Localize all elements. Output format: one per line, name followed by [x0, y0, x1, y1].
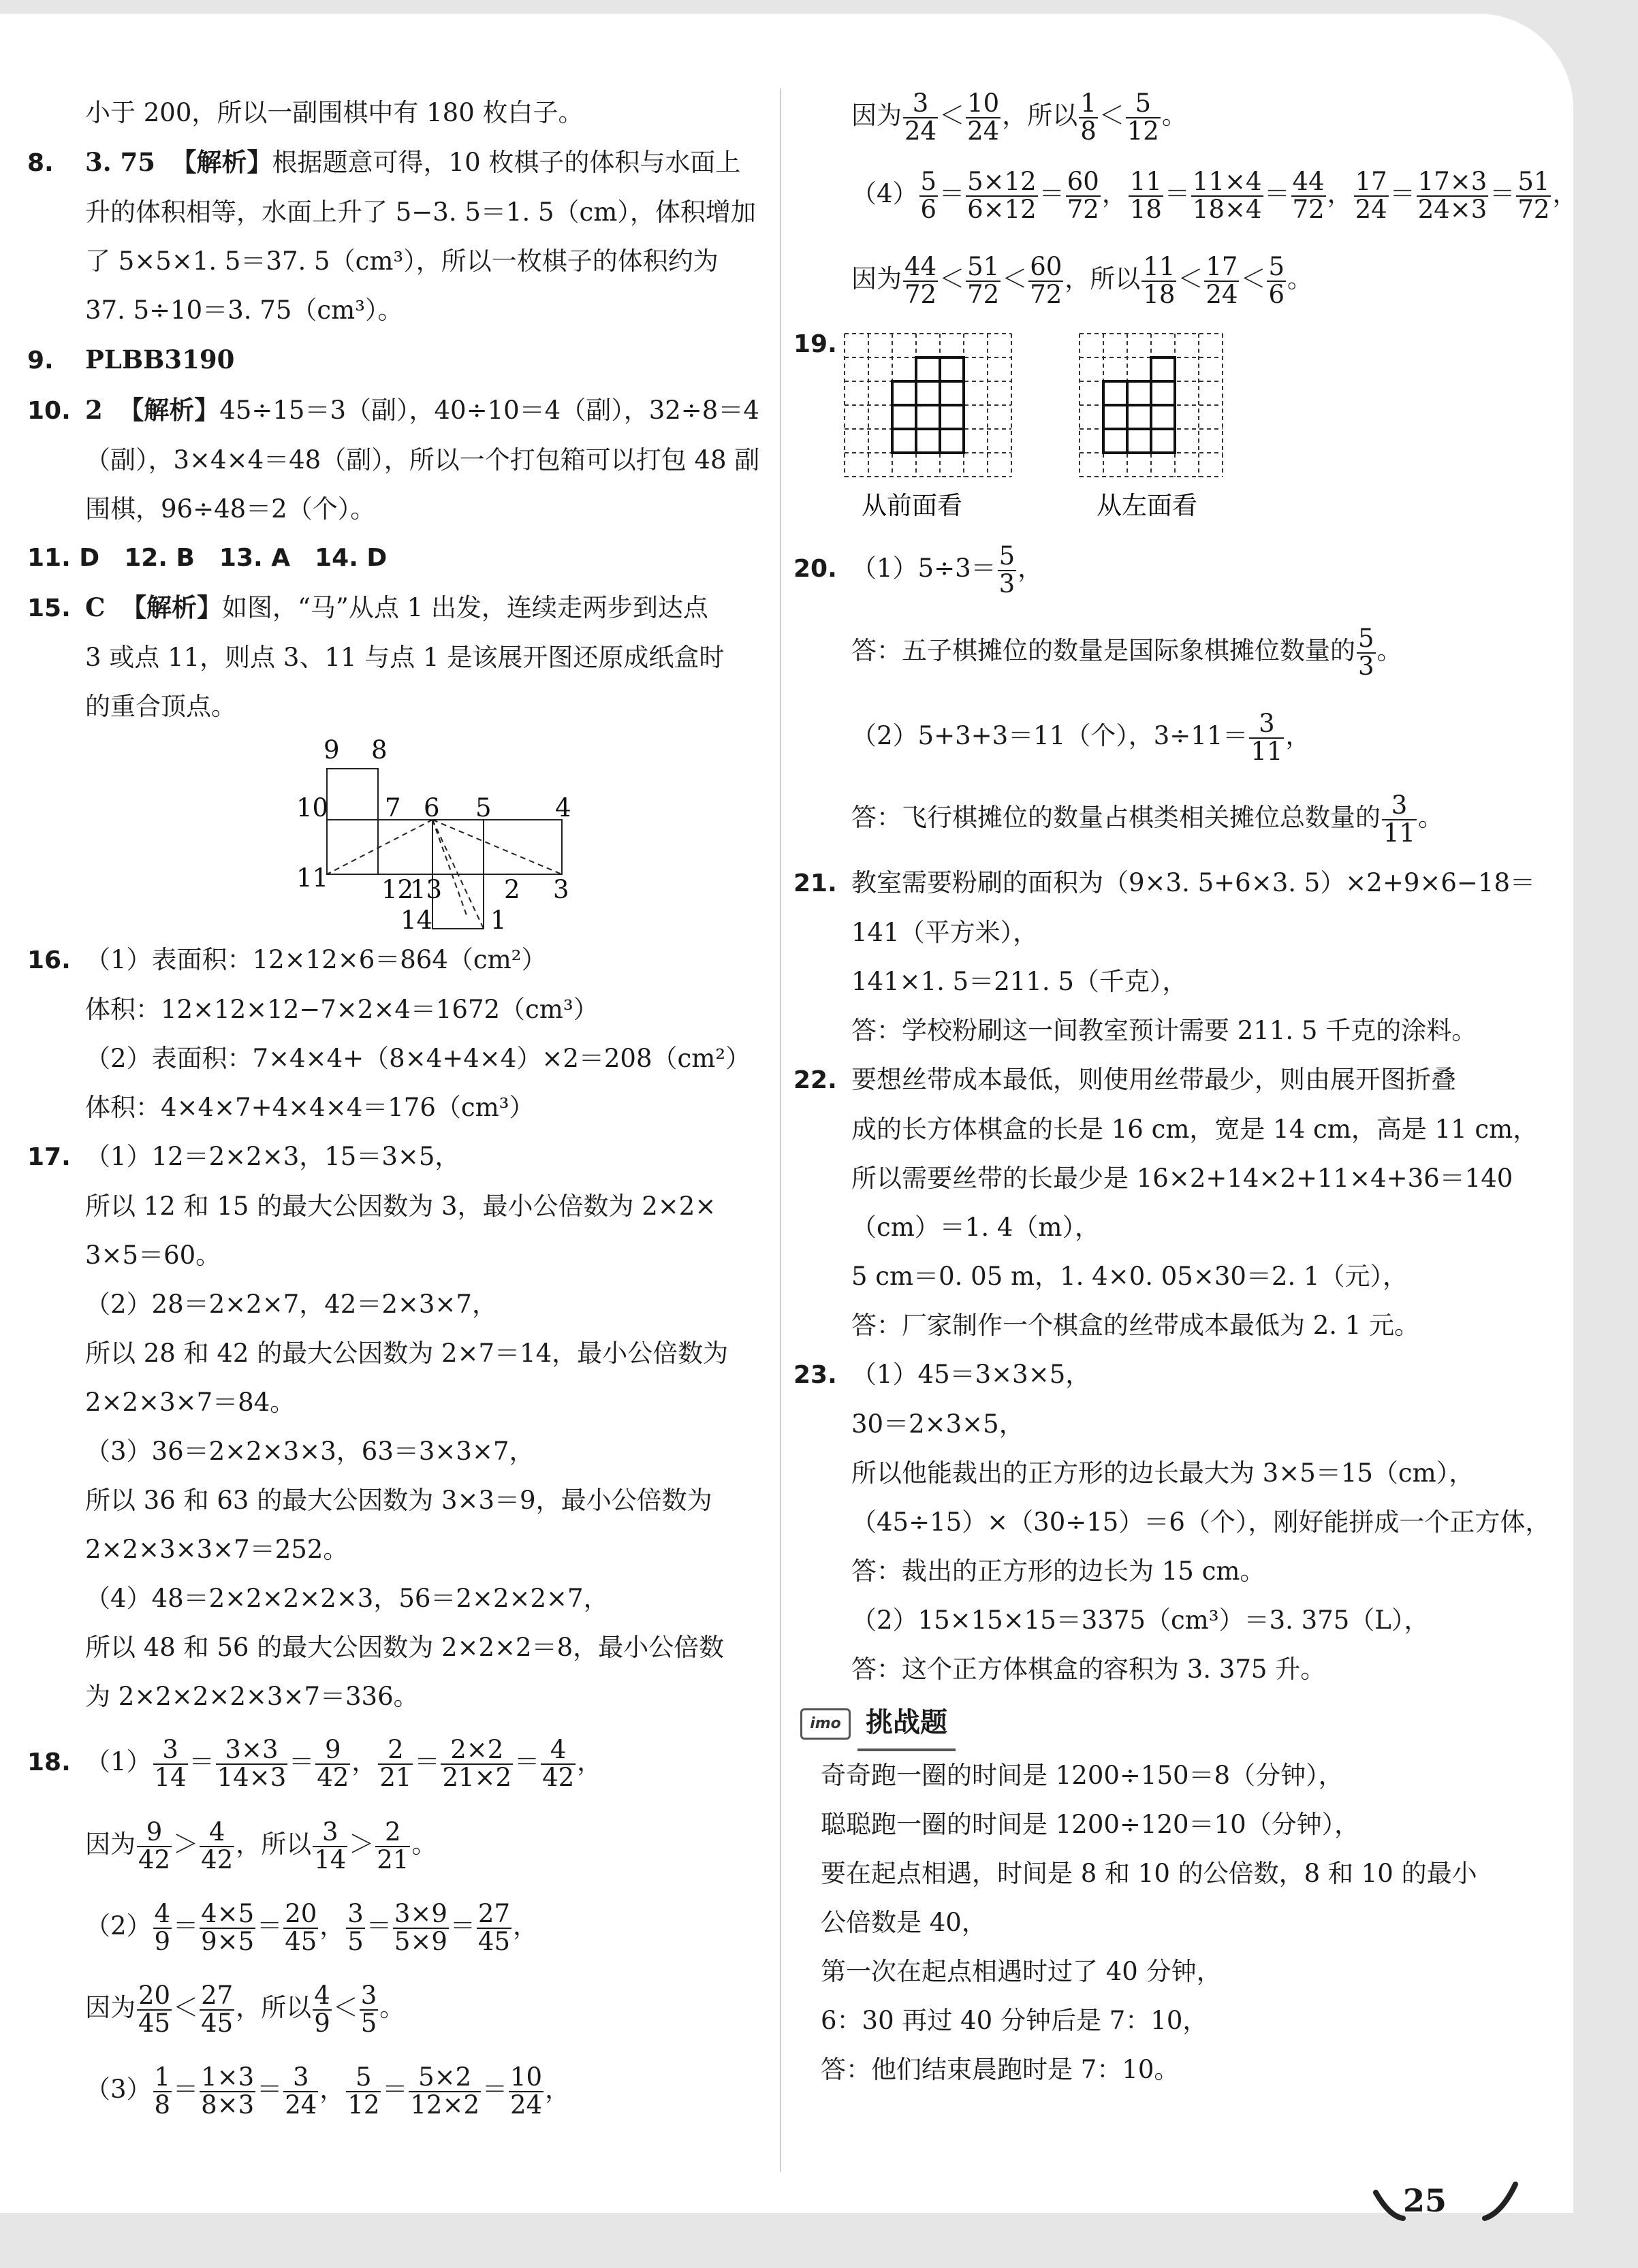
text: 所以: [261, 1993, 312, 2022]
question-number: 20.: [793, 555, 837, 583]
question-17: [27, 1132, 763, 1182]
text-line: 围棋，96÷48＝2（个）。: [85, 494, 376, 524]
fraction: $\frac{2}{21}$: [377, 1817, 409, 1874]
text-line: （2）28＝2×2×7，42＝2×3×7，: [85, 1290, 497, 1319]
text-line: 升的体积相等，水面上升了 5−3. 5＝1. 5（cm），体积增加: [85, 197, 756, 227]
fraction: $\frac{17}{24}$: [1206, 251, 1238, 309]
text-line: 141×1. 5＝211. 5（千克），: [851, 967, 1188, 996]
fraction: $\frac{5}{6}$: [920, 166, 937, 224]
question-18-line-2: 因为 $\frac{9}{42}$ ＞ $\frac{4}{42}$ ，所以 $\frac{3}{14}$ ＞ $\frac{2}{21}$ 。: [85, 1817, 437, 1874]
fraction: $\frac{3}{24}$: [904, 88, 937, 146]
vertex-label: 5: [475, 793, 492, 822]
fraction: $\frac{3}{11}$: [1383, 790, 1416, 848]
fraction: $\frac{3}{14}$: [314, 1817, 347, 1874]
part-label: （2）: [85, 1911, 152, 1940]
text-line: （cm）＝1. 4（m），: [851, 1213, 1100, 1242]
left-view-caption: 从左面看: [1097, 491, 1197, 520]
challenge-title: 挑战题: [857, 1697, 956, 1751]
fraction: $\frac{2}{21}$: [379, 1734, 412, 1792]
fraction: $\frac{11}{18}$: [1143, 251, 1176, 309]
fraction: $\frac{1}{8}$: [154, 2062, 171, 2120]
fraction: $\frac{5}{3}$: [998, 541, 1015, 598]
text-line: 所以 12 和 15 的最大公因数为 3，最小公倍数为 2×2×: [85, 1192, 716, 1221]
text-line: 小于 200，所以一副围棋中有 180 枚白子。: [85, 98, 584, 127]
column-divider: [780, 89, 781, 2172]
left-view-shape: [1103, 357, 1175, 453]
challenge-header: [793, 1694, 1529, 1751]
challenge-badge: [800, 1697, 956, 1751]
question-number: 17.: [27, 1143, 71, 1171]
vertex-label: 4: [555, 793, 571, 822]
analysis-tag: 【解析】: [119, 395, 220, 425]
analysis-tag: 【解析】: [171, 147, 272, 177]
analysis-tag: 【解析】: [121, 592, 222, 622]
vertex-label: 2: [504, 875, 520, 904]
fraction: $\frac{20}{45}$: [285, 1898, 317, 1956]
fraction: $\frac{10}{24}$: [510, 2062, 543, 2120]
text-line: （2）表面积：7×4×4+（8×4+4×4）×2＝208（cm²）: [85, 1044, 751, 1073]
question-18-line-5: （3） $\frac{1}{8}$ ＝ $\frac{1\times 3}{8\times 3}$ ＝ $\frac{3}{24}$ ， $\frac{5}{12}$ ＝ $\frac{5\times 2}{12\times 2}$ ＝ $\frac{10}{24}$ ，: [85, 2062, 571, 2120]
fraction: $\frac{44}{72}$: [1292, 166, 1325, 224]
question-18-line-3: （2） $\frac{4}{9}$ ＝ $\frac{4\times 5}{9\times 5}$ ＝ $\frac{20}{45}$ ， $\frac{3}{5}$ ＝ $\frac{3\times 9}{5\times 9}$ ＝ $\frac{27}{45}$ ，: [85, 1898, 539, 1956]
text-line: 因为 $\frac{3}{24}$ ＜ $\frac{10}{24}$ ，所以 $\frac{1}{8}$ ＜ $\frac{5}{12}$ 。: [851, 88, 1187, 146]
question-8: [27, 138, 763, 188]
answer: C: [85, 592, 106, 622]
text-line: （1）表面积：12×12×6＝864（cm²）: [85, 945, 547, 974]
fraction: $\frac{4}{9}$: [154, 1898, 171, 1956]
questions-11-14: 11. D 12. B 13. A 14. D: [27, 544, 388, 572]
fraction: $\frac{5}{12}$: [347, 2062, 380, 2120]
vertex-label: 6: [424, 793, 440, 822]
text: 因为: [85, 1830, 136, 1859]
question-number: 16.: [27, 946, 71, 974]
question-number: 15.: [27, 594, 71, 622]
fraction: $\frac{17}{24}$: [1355, 166, 1387, 224]
text-line: 所以需要丝带的长最少是 16×2+14×2+11×4+36＝140: [851, 1164, 1513, 1193]
text-line: 根据题意可得，10 枚棋子的体积与水面上: [272, 148, 741, 177]
text-line: 的重合顶点。: [85, 692, 236, 721]
text-line: 体积：4×4×7+4×4×4＝176（cm³）: [85, 1093, 535, 1122]
fraction: $\frac{3}{5}$: [360, 1980, 377, 2038]
fraction: $\frac{60}{72}$: [1067, 166, 1099, 224]
question-number: 19.: [793, 330, 837, 358]
text-line: 2×2×3×3×7＝252。: [85, 1535, 349, 1564]
fraction: $\frac{51}{72}$: [1517, 166, 1550, 224]
fraction: $\frac{9}{42}$: [138, 1817, 171, 1874]
answer: 3. 75: [85, 147, 155, 177]
vertex-label: 8: [371, 735, 388, 765]
vertex-label: 14: [400, 906, 433, 935]
text-line: 奇奇跑一圈的时间是 1200÷150＝8（分钟），: [821, 1761, 1344, 1790]
text: 因为: [85, 1993, 136, 2022]
vertex-label: 13: [410, 875, 443, 904]
fraction: $\frac{60}{72}$: [1030, 251, 1062, 309]
fraction: $\frac{5}{3}$: [1358, 623, 1374, 681]
text-line: 了 5×5×1. 5＝37. 5（cm³），所以一枚棋子的体积约为: [85, 246, 719, 276]
vertex-label: 10: [296, 793, 329, 822]
fraction: $\frac{4}{9}$: [314, 1980, 330, 2038]
answer: PLBB3190: [85, 345, 235, 374]
imo-icon: imo: [800, 1708, 851, 1740]
question-20-line-4: 答：飞行棋摊位的数量占棋类相关摊位总数量的 $\frac{3}{11}$ 。: [851, 790, 1444, 848]
fraction: $\frac{2\times 2}{21\times 2}$: [442, 1734, 512, 1792]
question-18-line-1: 18. （1） $\frac{3}{14}$ ＝ $\frac{3\times 3}{14\times 3}$ ＝ $\frac{9}{42}$ ， $\frac{2}{21}$ ＝ $\frac{2\times 2}{21\times 2}$ ＝ $\frac{4}{42}$ ，: [27, 1721, 763, 1804]
fraction: $\frac{5}{6}$: [1268, 251, 1285, 309]
vertex-label: 12: [381, 875, 414, 904]
text: 答：五子棋摊位的数量是国际象棋摊位数量的: [851, 636, 1355, 665]
fraction: $\frac{3}{14}$: [154, 1734, 187, 1792]
text: 教室需要粉刷的面积为（9×3. 5+6×3. 5）×2+9×6−18＝: [851, 868, 1536, 897]
text-line: 答：这个正方体棋盒的容积为 3. 375 升。: [851, 1655, 1326, 1684]
fraction: $\frac{4}{42}$: [542, 1734, 575, 1792]
text-line: （副），3×4×4＝48（副），所以一个打包箱可以打包 48 副: [85, 445, 760, 475]
question-number: 18.: [27, 1748, 71, 1776]
net-labels: [296, 735, 571, 935]
fraction: $\frac{3\times 3}{14\times 3}$: [217, 1734, 287, 1792]
text-line: 答：学校粉刷这一间教室预计需要 211. 5 千克的涂料。: [851, 1016, 1477, 1045]
text-line: （1）12＝2×2×3，15＝3×5，: [85, 1142, 460, 1171]
question-number: 22.: [793, 1066, 837, 1094]
fraction: $\frac{1}{8}$: [1080, 88, 1097, 146]
text-line: 2×2×3×7＝84。: [85, 1388, 296, 1417]
text: （2）5+3+3＝11（个），3÷11＝: [851, 721, 1248, 750]
text-line: 答：厂家制作一个棋盒的丝带成本最低为 2. 1 元。: [851, 1311, 1420, 1340]
question-20-line-3: （2）5+3+3＝11（个），3÷11＝ $\frac{3}{11}$ ，: [851, 708, 1311, 766]
fraction: $\frac{4\times 5}{9\times 5}$: [201, 1898, 255, 1956]
text-line: 所以 36 和 63 的最大公因数为 3×3＝9，最小公倍数为: [85, 1486, 712, 1515]
fraction: $\frac{11\times 4}{18\times 4}$: [1192, 166, 1262, 224]
text-line: 5 cm＝0. 05 m，1. 4×0. 05×30＝2. 1（元），: [851, 1262, 1408, 1291]
view-grids-svg: [793, 320, 1529, 531]
text-line: 要在起点相遇，时间是 8 和 10 的公倍数，8 和 10 的最小: [821, 1859, 1477, 1888]
text-line: （3）36＝2×2×3×3，63＝3×3×7，: [85, 1437, 535, 1466]
question-number: 23.: [793, 1361, 837, 1389]
text-line: 为 2×2×2×2×3×7＝336。: [85, 1682, 419, 1711]
text-line: 答：他们结束晨跑时是 7：10。: [821, 2055, 1180, 2084]
text-line: 答：裁出的正方形的边长为 15 cm。: [851, 1556, 1265, 1586]
question-20-line-1: 20. （1）5÷3＝ $\frac{5}{3}$ ，: [793, 531, 1529, 607]
fraction: $\frac{1\times 3}{8\times 3}$: [201, 2062, 255, 2120]
question-number: 10.: [27, 397, 71, 425]
vertex-label: 7: [385, 793, 401, 822]
text-line: （45÷15）×（30÷15）＝6（个），刚好能拼成一个正方体，: [851, 1507, 1551, 1537]
fraction: $\frac{9}{42}$: [317, 1734, 349, 1792]
text-line: 所以 48 和 56 的最大公因数为 2×2×2＝8，最小公倍数: [85, 1633, 725, 1662]
vertex-label: 9: [324, 735, 340, 765]
fraction: $\frac{51}{72}$: [967, 251, 1000, 309]
fraction: $\frac{5\times 12}{6\times 12}$: [967, 166, 1037, 224]
fraction: $\frac{3\times 9}{5\times 9}$: [394, 1898, 447, 1956]
question-20-line-2: 答：五子棋摊位的数量是国际象棋摊位数量的 $\frac{5}{3}$ 。: [851, 623, 1402, 681]
fraction: $\frac{27}{45}$: [477, 1898, 511, 1956]
left-column: [27, 89, 763, 2130]
question-9: [27, 335, 763, 385]
text-line: 聪聪跑一圈的时间是 1200÷120＝10（分钟），: [821, 1810, 1360, 1839]
vertex-label: 1: [490, 906, 507, 935]
fraction: $\frac{3}{24}$: [285, 2062, 317, 2120]
text-line: 6：30 再过 40 分钟后是 7：10，: [821, 2006, 1208, 2035]
text-line: 37. 5÷10＝3. 75（cm³）。: [85, 296, 403, 325]
text: 答：飞行棋摊位的数量占棋类相关摊位总数量的: [851, 803, 1381, 832]
fraction: $\frac{5\times 2}{12\times 2}$: [410, 2062, 479, 2120]
box-net-figure: [27, 731, 763, 936]
fraction: $\frac{20}{45}$: [138, 1980, 171, 2038]
box-net-svg: [27, 731, 763, 936]
question-18-line-4: 因为 $\frac{20}{45}$ ＜ $\frac{27}{45}$ ，所以 $\frac{4}{9}$ ＜ $\frac{3}{5}$ 。: [85, 1980, 405, 2038]
text-line: 所以 28 和 42 的最大公因数为 2×7＝14，最小公倍数为: [85, 1339, 729, 1368]
question-10: [27, 385, 763, 436]
fraction: $\frac{10}{24}$: [967, 88, 1000, 146]
question-21: [793, 859, 1536, 908]
text-line: 141（平方米），: [851, 918, 1039, 947]
text: 所以: [261, 1830, 312, 1859]
fraction: $\frac{4}{42}$: [201, 1817, 234, 1874]
text: （1）5÷3＝: [851, 554, 996, 583]
question-15: [27, 583, 763, 633]
right-column: [793, 82, 1578, 2094]
net-face: [327, 769, 378, 820]
text-line: 3 或点 11，则点 3、11 与点 1 是该展开图还原成纸盒时: [85, 643, 725, 672]
text-line: 体积：12×12×12−7×2×4＝1672（cm³）: [85, 995, 599, 1024]
text-line: 公倍数是 40，: [821, 1908, 987, 1937]
text-line: 成的长方体棋盒的长是 16 cm，宽是 14 cm，高是 11 cm，: [851, 1115, 1539, 1144]
fraction: $\frac{44}{72}$: [904, 251, 937, 309]
front-view-caption: 从前面看: [862, 491, 962, 520]
part-label: （1）: [85, 1747, 152, 1776]
fraction: $\frac{3}{5}$: [347, 1898, 364, 1956]
fraction: $\frac{5}{12}$: [1127, 88, 1159, 146]
question-23: [793, 1350, 1529, 1400]
text-line: 45÷15＝3（副），40÷10＝4（副），32÷8＝4: [219, 396, 759, 425]
front-view-shape: [892, 357, 964, 453]
question-number: 21.: [793, 869, 837, 897]
question-number: 9.: [27, 347, 54, 374]
text: 要想丝带成本最低，则使用丝带最少，则由展开图折叠: [851, 1065, 1456, 1094]
text: （1）45＝3×3×5，: [851, 1360, 1091, 1389]
text-line: 3×5＝60。: [85, 1241, 221, 1270]
page-number: 25: [1403, 2182, 1447, 2219]
question-19: [793, 320, 1529, 531]
fraction: $\frac{3}{11}$: [1250, 708, 1283, 766]
fraction: $\frac{11}{18}$: [1129, 166, 1162, 224]
question-16: [27, 936, 763, 985]
fraction: $\frac{27}{45}$: [201, 1980, 234, 2038]
text-line: 因为 $\frac{44}{72}$ ＜ $\frac{51}{72}$ ＜ $\frac{60}{72}$ ，所以 $\frac{11}{18}$ ＜ $\frac{17}{24}$ ＜ $\frac{5}{6}$ 。: [851, 251, 1313, 309]
text-line: （2）15×15×15＝3375（cm³）＝3. 375（L），: [851, 1606, 1430, 1635]
part-label: （3）: [85, 2075, 152, 2104]
text-line: 第一次在起点相遇时过了 40 分钟，: [821, 1957, 1222, 1986]
vertex-label: 11: [296, 863, 329, 893]
question-number: 8.: [27, 149, 54, 177]
text-line: （4）48＝2×2×2×2×3，56＝2×2×2×7，: [85, 1584, 609, 1613]
text-line: 30＝2×3×5，: [851, 1409, 1024, 1439]
text-line: 所以他能裁出的正方形的边长最大为 3×5＝15（cm），: [851, 1458, 1475, 1488]
text-line: （4） $\frac{5}{6}$ ＝ $\frac{5\times 12}{6\times 12}$ ＝ $\frac{60}{72}$ ， $\frac{11}{18}$ ＝ $\frac{11\times 4}{18\times 4}$ ＝ $\frac{44}{72}$ ， $\frac{17}{24}$ ＝ $\frac{17\times 3}{24\times 3}$ ＝ $\frac{51}{72}$ ，: [851, 166, 1578, 224]
text-line: 如图，“马”从点 1 出发，连续走两步到达点: [221, 593, 708, 622]
net-face: [327, 820, 562, 874]
answer: 2: [85, 395, 103, 425]
fraction: $\frac{17\times 3}{24\times 3}$: [1417, 166, 1487, 224]
question-22: [793, 1055, 1529, 1105]
vertex-label: 3: [553, 875, 569, 904]
